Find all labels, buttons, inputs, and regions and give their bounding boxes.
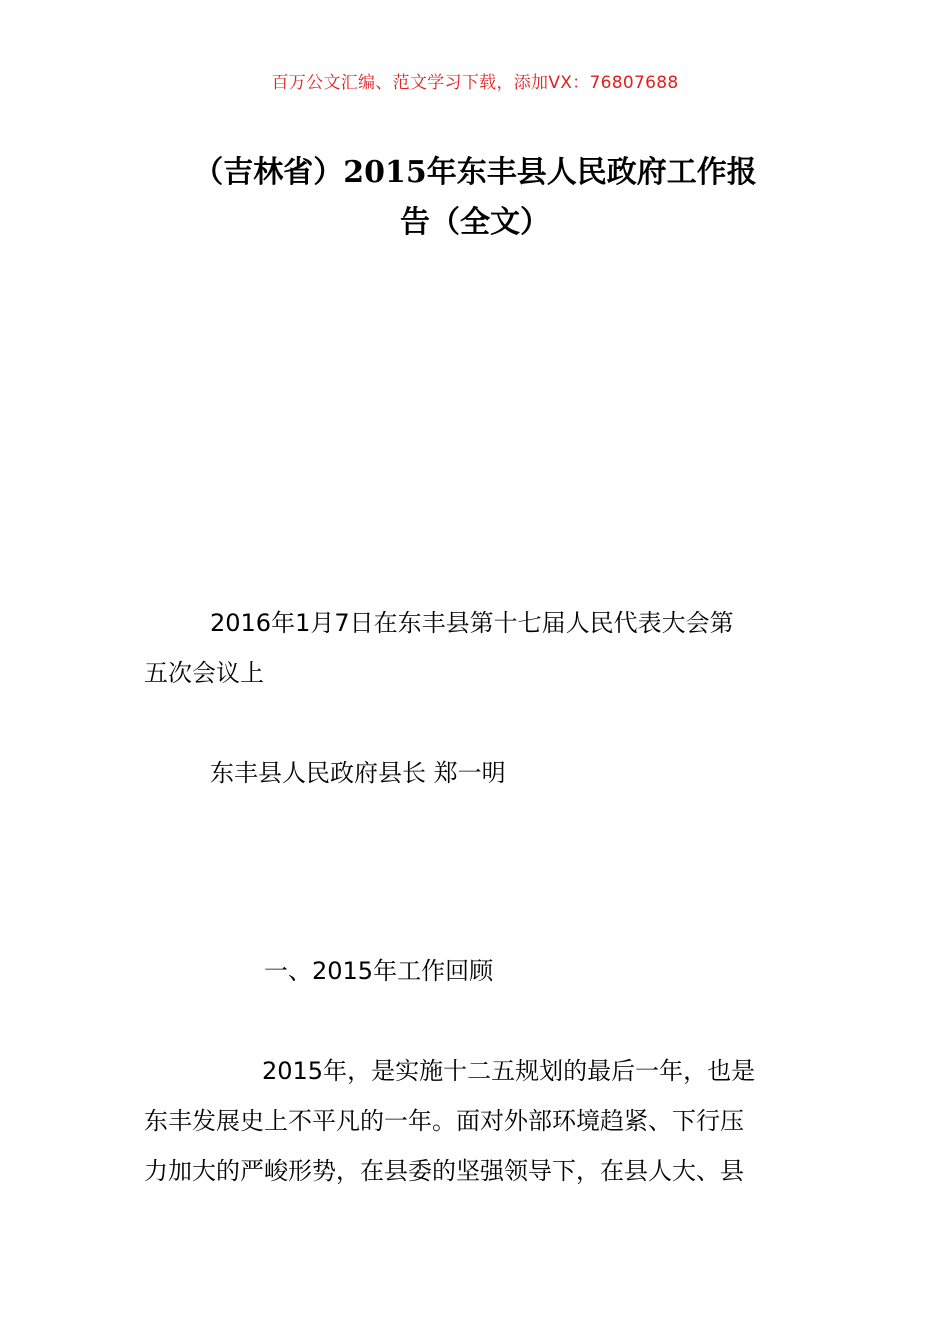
title-line-1: （吉林省）2015年东丰县人民政府工作报 — [193, 155, 757, 190]
title-line-2: 告（全文） — [400, 205, 550, 240]
speaker-name: 东丰县人民政府县长 郑一明 — [210, 759, 506, 787]
body-paragraph — [144, 1046, 809, 1196]
body-line-3: 力加大的严峻形势，在县委的坚强领导下，在县人大、县 — [144, 1157, 744, 1185]
body-line-1: 2015年，是实施十二五规划的最后一年，也是 — [262, 1057, 756, 1085]
document-title — [130, 148, 820, 248]
section-heading — [144, 946, 809, 996]
section-heading-text: 一、2015年工作回顾 — [264, 957, 494, 985]
meeting-info-line-2: 五次会议上 — [144, 659, 264, 687]
meeting-info-line-1: 2016年1月7日在东丰县第十七届人民代表大会第 — [210, 609, 734, 637]
speaker-line — [144, 748, 809, 798]
meeting-info — [144, 598, 809, 698]
header-note: 百万公文汇编、范文学习下载，添加VX：76807688 — [271, 73, 679, 93]
body-line-2: 东丰发展史上不平凡的一年。面对外部环境趋紧、下行压 — [144, 1107, 744, 1135]
